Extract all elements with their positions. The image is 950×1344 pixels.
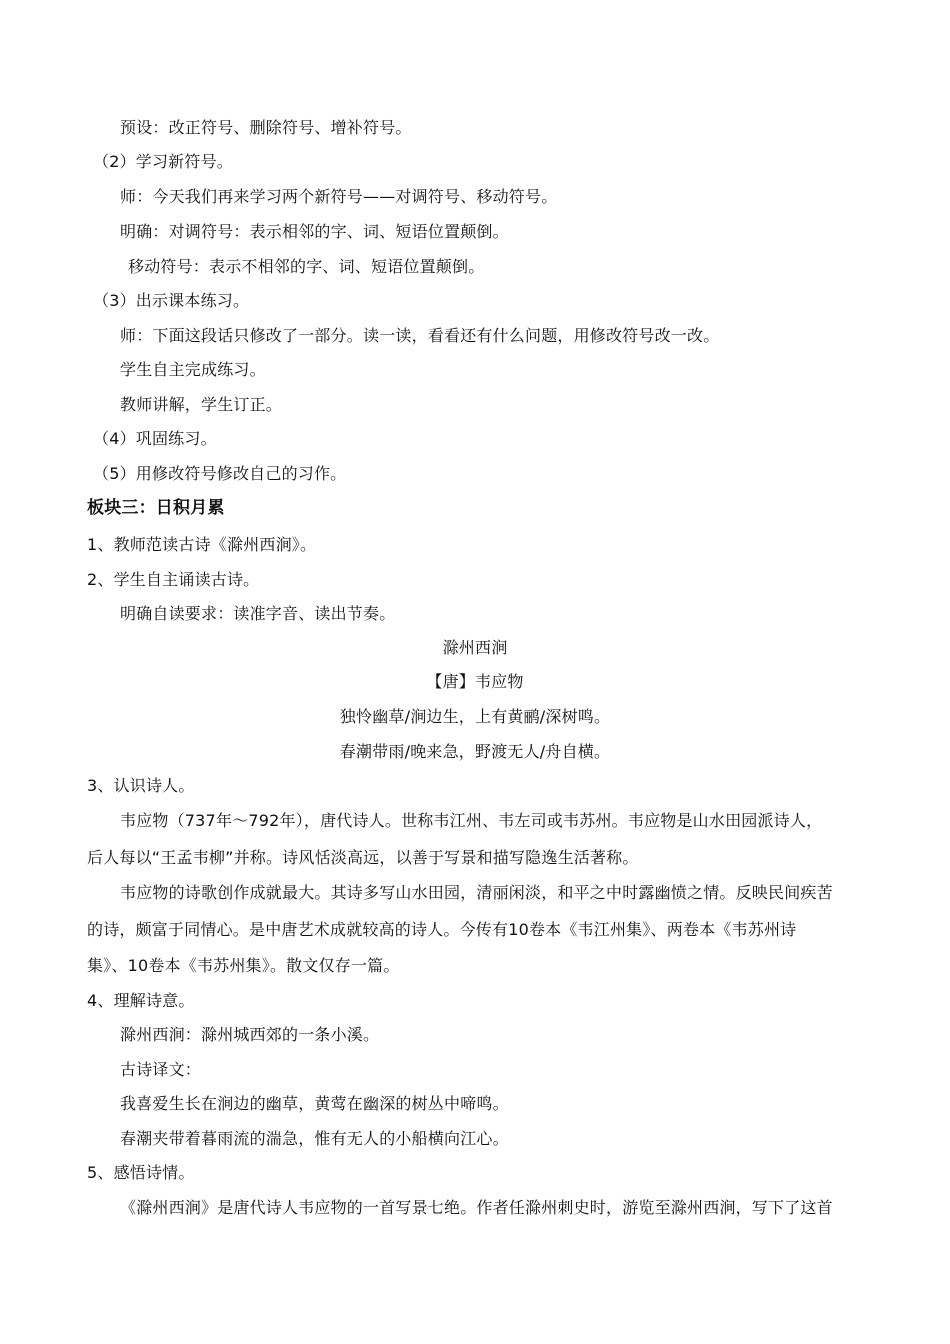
text-line: 韦应物（737年～792年），唐代诗人。世称韦江州、韦左司或韦苏州。韦应物是山水田园派诗人， <box>120 811 823 830</box>
text-line: 古诗译文： <box>120 1060 202 1079</box>
text-line: 师：今天我们再来学习两个新符号——对调符号、移动符号。 <box>120 187 558 206</box>
text-line: 明确自读要求：读准字音、读出节奏。 <box>120 604 396 623</box>
text-line: 2、学生自主诵读古诗。 <box>87 570 260 589</box>
text-line: （4）巩固练习。 <box>93 429 217 448</box>
text-line: 的诗，颇富于同情心。是中唐艺术成就较高的诗人。今传有10卷本《韦江州集》、两卷本《韦苏州诗 <box>87 920 797 939</box>
text-line: 滁州西涧：滁州城西郊的一条小溪。 <box>120 1025 380 1044</box>
text-line: 学生自主完成练习。 <box>120 360 266 379</box>
text-line: （3）出示课本练习。 <box>93 291 250 310</box>
text-line: 教师讲解，学生订正。 <box>120 395 283 414</box>
text-line: 明确：对调符号：表示相邻的字、词、短语位置颠倒。 <box>120 222 509 241</box>
poem-title: 滁州西涧 <box>442 638 508 657</box>
text-line: 预设：改正符号、删除符号、增补符号。 <box>120 118 412 137</box>
text-line: 我喜爱生长在涧边的幽草，黄莺在幽深的树丛中啼鸣。 <box>120 1094 509 1113</box>
text-line: 4、理解诗意。 <box>87 991 195 1010</box>
text-line: 《滁州西涧》是唐代诗人韦应物的一首写景七绝。作者任滁州刺史时，游览至滁州西涧，写下了这首 <box>120 1198 833 1217</box>
text-line: 后人每以“王孟韦柳”并称。诗风恬淡高远，以善于写景和描写隐逸生活著称。 <box>87 848 639 867</box>
text-line: 韦应物的诗歌创作成就最大。其诗多写山水田园，清丽闲淡，和平之中时露幽愤之情。反映民间疾苦 <box>120 883 833 902</box>
section-heading: 板块三：日积月累 <box>87 498 225 518</box>
text-line: （2）学习新符号。 <box>93 152 233 171</box>
text-line: 移动符号：表示不相邻的字、词、短语位置颠倒。 <box>128 257 485 276</box>
text-line: 春潮夹带着暮雨流的湍急，惟有无人的小船横向江心。 <box>120 1129 509 1148</box>
text-line: 集》、10卷本《韦苏州集》。散文仅存一篇。 <box>87 956 400 975</box>
poem-line: 春潮带雨/晚来急，野渡无人/舟自横。 <box>339 742 611 761</box>
text-line: 1、教师范读古诗《滁州西涧》。 <box>87 535 317 554</box>
text-line: 3、认识诗人。 <box>87 776 195 795</box>
text-line: 5、感悟诗情。 <box>87 1163 195 1182</box>
poem-line: 独怜幽草/涧边生，上有黄鹂/深树鸣。 <box>339 707 611 726</box>
poem-author: 【唐】韦应物 <box>426 672 524 691</box>
text-line: 师：下面这段话只修改了一部分。读一读，看看还有什么问题，用修改符号改一改。 <box>120 326 720 345</box>
text-line: （5）用修改符号修改自己的习作。 <box>93 464 347 483</box>
